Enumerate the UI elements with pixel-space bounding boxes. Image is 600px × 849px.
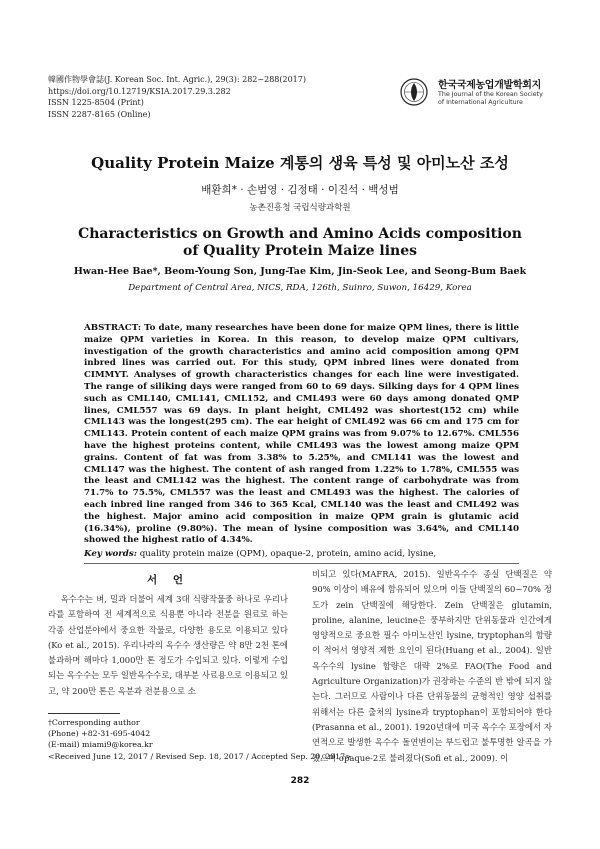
english-title <box>40 226 560 260</box>
english-title-line2: of Quality Protein Maize lines <box>182 243 417 259</box>
issn-online: ISSN 2287-8165 (Online) <box>48 109 151 119</box>
society-logo-block <box>400 76 560 110</box>
footnote-rule <box>48 713 120 714</box>
english-authors: Hwan-Hee Bae*, Beom-Young Son, Jung-Tae Kim, Jin-Seok Lee, and Seong-Bum Baek <box>73 266 527 277</box>
english-title-line1: Characteristics on Growth and Amino Acids composition <box>78 226 522 242</box>
received-dates: <Received June 12, 2017 / Revised Sep. 18, 2017 / Accepted Sep. 20, 2017> <box>48 751 352 761</box>
abstract: ABSTRACT: To date, many researches have been done for maize QPM lines, there is little maize QPM varieties in Korea. In this reason, to develop maize QPM cultivars, investigation of the growth characteristics and amino acid composition among QPM inbred lines was carried out. For this study, QPM inbred lines were donated from CIMMYT. Analyses of growth characteristics changes for each line were investigated. The range of siliking days were ranged from 60 to 69 days. Silking days for 4 QPM lines such as CML140, CML141, CML152, and CML493 were 60 days among donated QMP lines, CML557 was 69 days. In plant height, CML492 was shortest(152 cm) while CML143 was the longest(295 cm). The ear height of CML492 was 66 cm and 175 cm for CML143. Protein content of each maize QPM grains was from 9.07% to 12.67%. CML556 have the highest proteins content, while CML493 was the lowest among maize QPM grains. Content of fat was from 3.38% to 5.25%, and CML141 was the lowest and CML147 was the highest. The content of ash ranged from 1.22% to 1.78%, CML555 was the least and CML142 was the highest. The content range of carbohydrate was from 71.7% to 75.5%, CML557 was the least and CML493 was the highest. The calories of each inbred line ranged from 346 to 365 Kcal, CML140 was the least and CML492 was the highest. Major amino acid composition in maize QPM grain is glutamic acid (16.34%), proline (9.80%). The mean of lysine composition was 3.64%, and CML140 showed the highest ratio of 4.34%. <box>84 323 519 546</box>
introduction-paragraph-1: 옥수수는 벼, 밀과 더불어 세계 3대 식량작물중 하나로 우리나라를 포함하여 전 세계적으로 식용뿐 아니라 전분을 원료로 하는 각종 산업분야에서 중요한 작물로, 다양한 용도로 이용되고 있다(Ko et al., 2015). 우리나라의 옥수수 생산량은 약 8만 2천 톤에 불과하며 해마다 1,000만 톤 정도가 수입되고 있다. 이렇게 수입되는 옥수수는 모두 일반옥수수로, 대부분 사료용으로 이용되고 있고, 약 200만 톤은 옥분과 전분용으로 소 <box>48 594 288 696</box>
doi-link[interactable]: https://doi.org/10.12719/KSIA.2017.29.3.282 <box>48 86 231 96</box>
english-affiliation: Department of Central Area, NICS, RDA, 126th, Suinro, Suwon, 16429, Korea <box>128 283 472 293</box>
author-phone: (Phone) +82-31-695-4042 <box>48 729 151 739</box>
introduction-paragraph-2: 비되고 있다(MAFRA, 2015). 일반옥수수 종실 단백질은 약 90% 이상이 배유에 함유되어 있으며 이들 단백질의 60~70% 정도가 zein 단백질에 해당한다. Zein 단백질은 glutamin, proline, alanine, leucine은 풍부하지만 단위동물과 인간에게 영양적으로 중요한 필수 아미노산인 lysine, tryptophan의 함량이 적어서 영양적 제한 요인이 된다(Huang et al., 2004). 일반옥수수의 lysine 함량은 대략 2%로 FAO(The Food and Agriculture Organization)가 권장하는 수준의 반 밖에 되지 않는다. 그러므로 사람이나 다른 단위동물의 균형적인 영양 섭취를 위해서는 다른 출처의 lysine과 tryptophan이 포함되어야 한다(Prasanna et al., 2001). 1920년대에 미국 옥수수 포장에서 자연적으로 발생한 옥수수 돌연변이는 부드럽고 불투명한 알곡을 가졌으며 opaque-2로 불려졌다(Sofi et al., 2009). 이 <box>312 569 552 763</box>
korean-authors: 배환희* · 손범영 · 김정태 · 이진석 · 백성범 <box>201 184 399 196</box>
section-divider <box>84 563 519 564</box>
society-name-en-line2: of International Agriculture <box>438 99 523 106</box>
society-name-en-line1: The Journal of the Korean Society <box>438 91 543 98</box>
society-emblem-icon <box>400 78 428 106</box>
introduction-heading: 서 언 <box>147 574 189 586</box>
issn-print: ISSN 1225-8504 (Print) <box>48 98 144 107</box>
introduction-left-column <box>48 592 288 699</box>
keywords-list: quality protein maize (QPM), opaque-2, protein, amino acid, lysine, <box>139 549 437 559</box>
keywords <box>84 549 524 560</box>
society-name-kr: 한국국제농업개발학회지 <box>438 80 541 91</box>
journal-header <box>48 74 306 120</box>
page-number: 282 <box>290 776 310 786</box>
journal-citation: 韓國作物學會誌(J. Korean Soc. Int. Agric.), 29(3): 282~288(2017) <box>48 75 306 84</box>
keywords-label: Key words: <box>84 549 137 559</box>
footnote <box>48 717 352 762</box>
introduction-right-column <box>312 567 552 766</box>
korean-title: Quality Protein Maize 계통의 생육 특성 및 아미노산 조성 <box>91 154 509 172</box>
korean-affiliation: 농촌진흥청 국립식량과학원 <box>249 203 351 213</box>
corresponding-author: †Corresponding author <box>48 718 140 727</box>
author-email: (E-mail) miami9@korea.kr <box>48 740 153 750</box>
